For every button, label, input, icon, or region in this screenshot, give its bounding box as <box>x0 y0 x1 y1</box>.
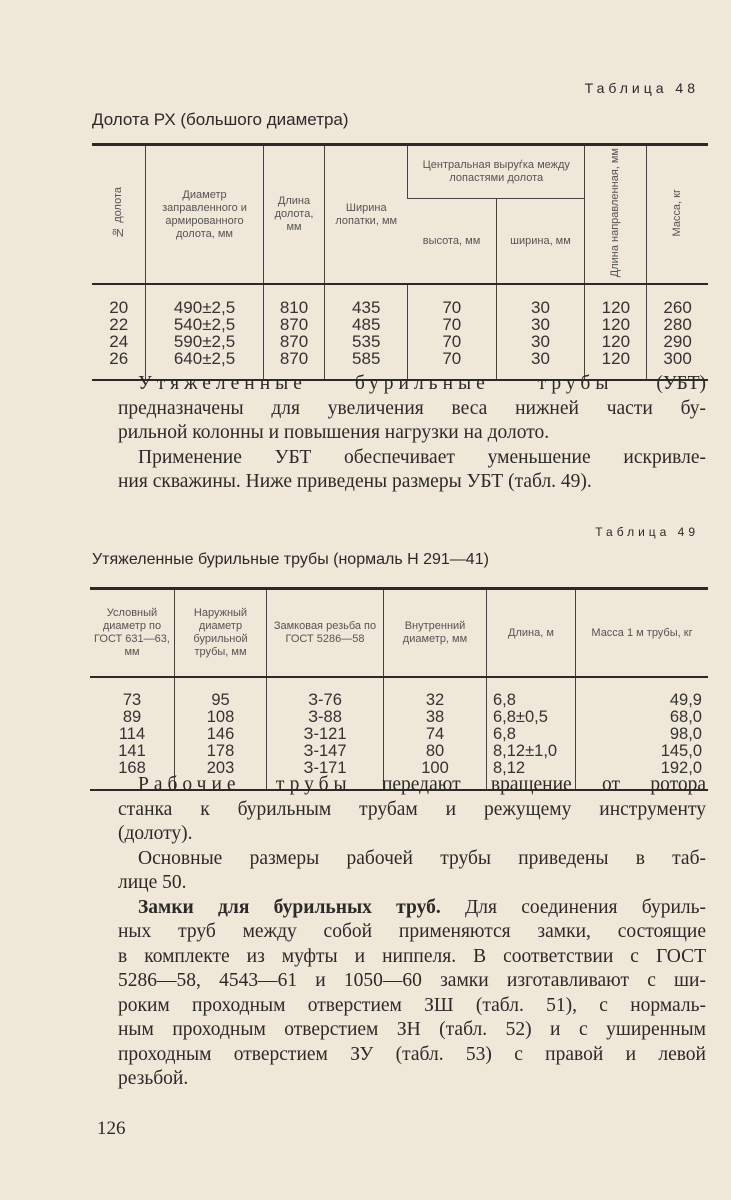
table-cell: 120 <box>585 333 647 350</box>
header-outer-diameter: Наружный диаметр бурильной трубы, мм <box>175 589 267 678</box>
header-length: Длина, м <box>487 589 576 678</box>
table-cell: 485 <box>325 316 408 333</box>
table-row <box>90 677 708 709</box>
line-text: рильной колонны и повышения нагрузки на долото. <box>118 422 550 443</box>
table-cell: 120 <box>585 350 647 380</box>
table-cell: 89 <box>122 708 142 726</box>
table-cell: 98,0 <box>576 726 709 743</box>
table-row <box>92 316 708 333</box>
table-cell: 6,8 <box>487 677 576 709</box>
table-cell: 6,8±0,5 <box>487 709 576 726</box>
spaced-term: Рабочие трубы <box>138 774 352 795</box>
text-line <box>118 446 706 471</box>
text-line <box>118 421 706 446</box>
table-cell: 26 <box>109 349 129 369</box>
table-cell: 141 <box>118 742 146 760</box>
line-text: проходным отверстием ЗУ (табл. 53) с правой и левой <box>118 1043 706 1065</box>
table-cell: 38 <box>384 709 487 726</box>
text-line <box>118 372 706 397</box>
table-cell: 70 <box>408 316 496 333</box>
table-cell: 30 <box>496 284 585 316</box>
line-text: станка к бурильным трубам и режущему инструменту <box>118 798 706 820</box>
table-cell: 49,9 <box>576 677 709 709</box>
text-line <box>118 1043 706 1068</box>
table-cell: 6,8 <box>487 726 576 743</box>
table-cell: З-88 <box>267 709 384 726</box>
table-cell: 30 <box>496 316 585 333</box>
header-inner-diameter: Внутренний диаметр, мм <box>384 589 487 678</box>
text-line <box>118 994 706 1019</box>
text-line <box>118 470 706 495</box>
table-cell: 8,12±1,0 <box>487 743 576 760</box>
bold-heading: Замки для бурильных труб. <box>138 896 441 918</box>
line-text: роким проходным отверстием ЗШ (табл. 51), с нормаль- <box>118 994 706 1016</box>
header-mass: Масса, кг <box>647 145 708 285</box>
line-text: Основные размеры рабочей трубы приведены в таб- <box>138 847 706 869</box>
text-line <box>118 920 706 945</box>
table-cell: 114 <box>118 725 146 743</box>
table-cell: 30 <box>496 350 585 380</box>
table-cell: 535 <box>325 333 408 350</box>
table-cell: 32 <box>384 677 487 709</box>
table-cell: 280 <box>647 316 708 333</box>
text-line <box>118 397 706 422</box>
table-cell: 24 <box>109 332 129 352</box>
table-row <box>92 333 708 350</box>
table-row <box>90 726 708 743</box>
table-cell: 100 <box>384 760 487 790</box>
text-line <box>118 773 706 798</box>
text-line <box>118 945 706 970</box>
table-cell: 95 <box>175 677 267 709</box>
text-line <box>118 798 706 823</box>
header-diameter: Диаметр заправленного и армированного долота, мм <box>146 145 263 285</box>
line-text: (долоту). <box>118 823 193 844</box>
table-cell: 74 <box>384 726 487 743</box>
line-text: предназначены для увеличения веса нижней части бу- <box>118 397 706 419</box>
line-text: ния скважины. Ниже приведены размеры УБТ (табл. 49). <box>118 471 592 492</box>
table-row <box>92 284 708 316</box>
line-text: ным проходным отверстием ЗН (табл. 52) и с уширенным <box>118 1019 706 1040</box>
table-48-label: Таблица 48 <box>584 80 699 96</box>
table-cell: 70 <box>408 350 496 380</box>
line-text: лице 50. <box>118 872 187 893</box>
table-cell: 120 <box>585 316 647 333</box>
table-cell: 435 <box>325 284 408 316</box>
header-groove-group: Центральная выруѓка между лопастями долота <box>408 145 585 199</box>
table-cell: З-121 <box>267 726 384 743</box>
header-length: Длина долота, мм <box>263 145 325 285</box>
header-mass: Масса 1 м трубы, кг <box>576 589 709 678</box>
table-cell: 260 <box>647 284 708 316</box>
line-text: Применение УБТ обеспечивает уменьшение искривле- <box>138 446 706 468</box>
line-text: передают вращение от ротора <box>351 774 706 795</box>
header-thread: Замковая резьба по ГОСТ 5286—58 <box>267 589 384 678</box>
table-cell: 192,0 <box>576 760 709 790</box>
text-line <box>118 847 706 872</box>
table-cell: 8,12 <box>487 760 576 790</box>
table-cell: З-171 <box>267 760 384 790</box>
table-49-caption: Утяжеленные бурильные трубы (нормаль Н 291—41) <box>92 551 489 568</box>
line-text: 5286—58, 4543—61 и 1050—60 замки изготавливают с ши- <box>118 970 706 991</box>
text-line <box>118 1018 706 1043</box>
table-cell: 590±2,5 <box>146 333 263 350</box>
table-cell: 120 <box>585 284 647 316</box>
table-cell: 145,0 <box>576 743 709 760</box>
table-48-caption: Долота РХ (большого диаметра) <box>92 110 349 129</box>
spaced-term: Утяжеленные бурильные трубы <box>138 373 614 394</box>
table-cell: 30 <box>496 333 585 350</box>
header-no: № долота <box>92 145 146 285</box>
table-cell: 640±2,5 <box>146 350 263 380</box>
line-text: (УБТ) <box>613 373 706 394</box>
table-cell: 168 <box>118 759 146 777</box>
table-row <box>90 743 708 760</box>
text-line <box>118 822 706 847</box>
header-groove-height: высота, мм <box>408 199 496 285</box>
table-cell: 73 <box>122 691 142 709</box>
line-text: Для соединения буриль- <box>440 896 706 918</box>
line-text: в комплекте из муфты и ниппеля. В соответствии с ГОСТ <box>118 945 706 967</box>
table-cell: 22 <box>109 315 129 335</box>
table-cell: 870 <box>263 333 325 350</box>
text-line <box>118 871 706 896</box>
header-blade-width: Ширина лопатки, мм <box>325 145 408 285</box>
table-cell: 70 <box>408 284 496 316</box>
table-row <box>90 709 708 726</box>
paragraph-working-pipes <box>118 773 706 1092</box>
table-cell: 290 <box>647 333 708 350</box>
page-number: 126 <box>97 1118 126 1139</box>
header-guide-length: Длина направленная, мм <box>585 145 647 285</box>
text-line <box>118 1067 706 1092</box>
table-cell: 146 <box>175 726 267 743</box>
paragraph-ubt <box>118 372 706 495</box>
table-cell: 178 <box>175 743 267 760</box>
table-48 <box>92 143 708 381</box>
table-cell: З-76 <box>267 677 384 709</box>
line-text: резьбой. <box>118 1068 189 1089</box>
table-cell: 70 <box>408 333 496 350</box>
table-cell: 870 <box>263 350 325 380</box>
table-cell: 68,0 <box>576 709 709 726</box>
text-line <box>118 896 706 921</box>
line-text: ных труб между собой применяются замки, состоящие <box>118 921 706 942</box>
table-cell: 540±2,5 <box>146 316 263 333</box>
table-cell: 810 <box>263 284 325 316</box>
table-cell: З-147 <box>267 743 384 760</box>
table-cell: 585 <box>325 350 408 380</box>
table-cell: 870 <box>263 316 325 333</box>
table-49-label: Таблица 49 <box>595 525 699 539</box>
table-cell: 203 <box>175 760 267 790</box>
header-nominal-diameter: Условный диаметр по ГОСТ 631—63, мм <box>90 589 175 678</box>
table-cell: 80 <box>384 743 487 760</box>
table-cell: 108 <box>175 709 267 726</box>
table-cell: 490±2,5 <box>146 284 263 316</box>
table-cell: 300 <box>647 350 708 380</box>
table-cell: 20 <box>109 298 129 318</box>
header-groove-width: ширина, мм <box>496 199 585 285</box>
table-49 <box>90 587 708 791</box>
text-line <box>118 969 706 994</box>
